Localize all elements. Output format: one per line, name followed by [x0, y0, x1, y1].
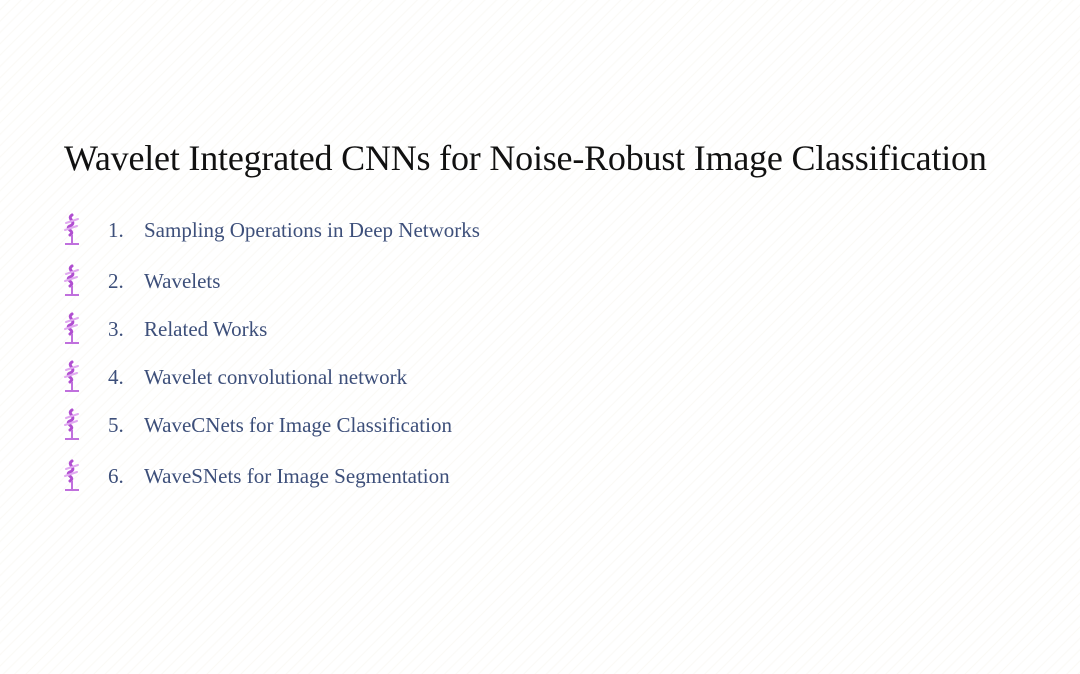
toc-label: WaveCNets for Image Classification — [144, 412, 452, 437]
ribbon-bullet-icon — [58, 408, 86, 442]
toc-item-1 — [58, 210, 480, 250]
ribbon-bullet-icon — [58, 459, 86, 493]
toc-item-5 — [58, 405, 452, 445]
toc-number: 6. — [108, 463, 124, 488]
slide-title: Wavelet Integrated CNNs for Noise-Robust Image Classification — [64, 138, 987, 178]
toc-label: Sampling Operations in Deep Networks — [144, 217, 480, 242]
toc-label: WaveSNets for Image Segmentation — [144, 463, 450, 488]
toc-number: 1. — [108, 217, 124, 242]
toc-label: Wavelet convolutional network — [144, 364, 408, 389]
ribbon-bullet-icon — [58, 360, 86, 394]
toc-item-2 — [58, 261, 220, 301]
ribbon-bullet-icon — [58, 213, 86, 247]
toc-number: 5. — [108, 412, 124, 437]
toc-item-4 — [58, 357, 407, 397]
toc-item-3 — [58, 309, 267, 349]
toc-item-6 — [58, 456, 450, 496]
toc-number: 2. — [108, 268, 124, 293]
toc-number: 4. — [108, 364, 124, 389]
ribbon-bullet-icon — [58, 264, 86, 298]
ribbon-bullet-icon — [58, 312, 86, 346]
toc-label: Wavelets — [144, 268, 221, 293]
toc-label: Related Works — [144, 316, 268, 341]
toc-number: 3. — [108, 316, 124, 341]
